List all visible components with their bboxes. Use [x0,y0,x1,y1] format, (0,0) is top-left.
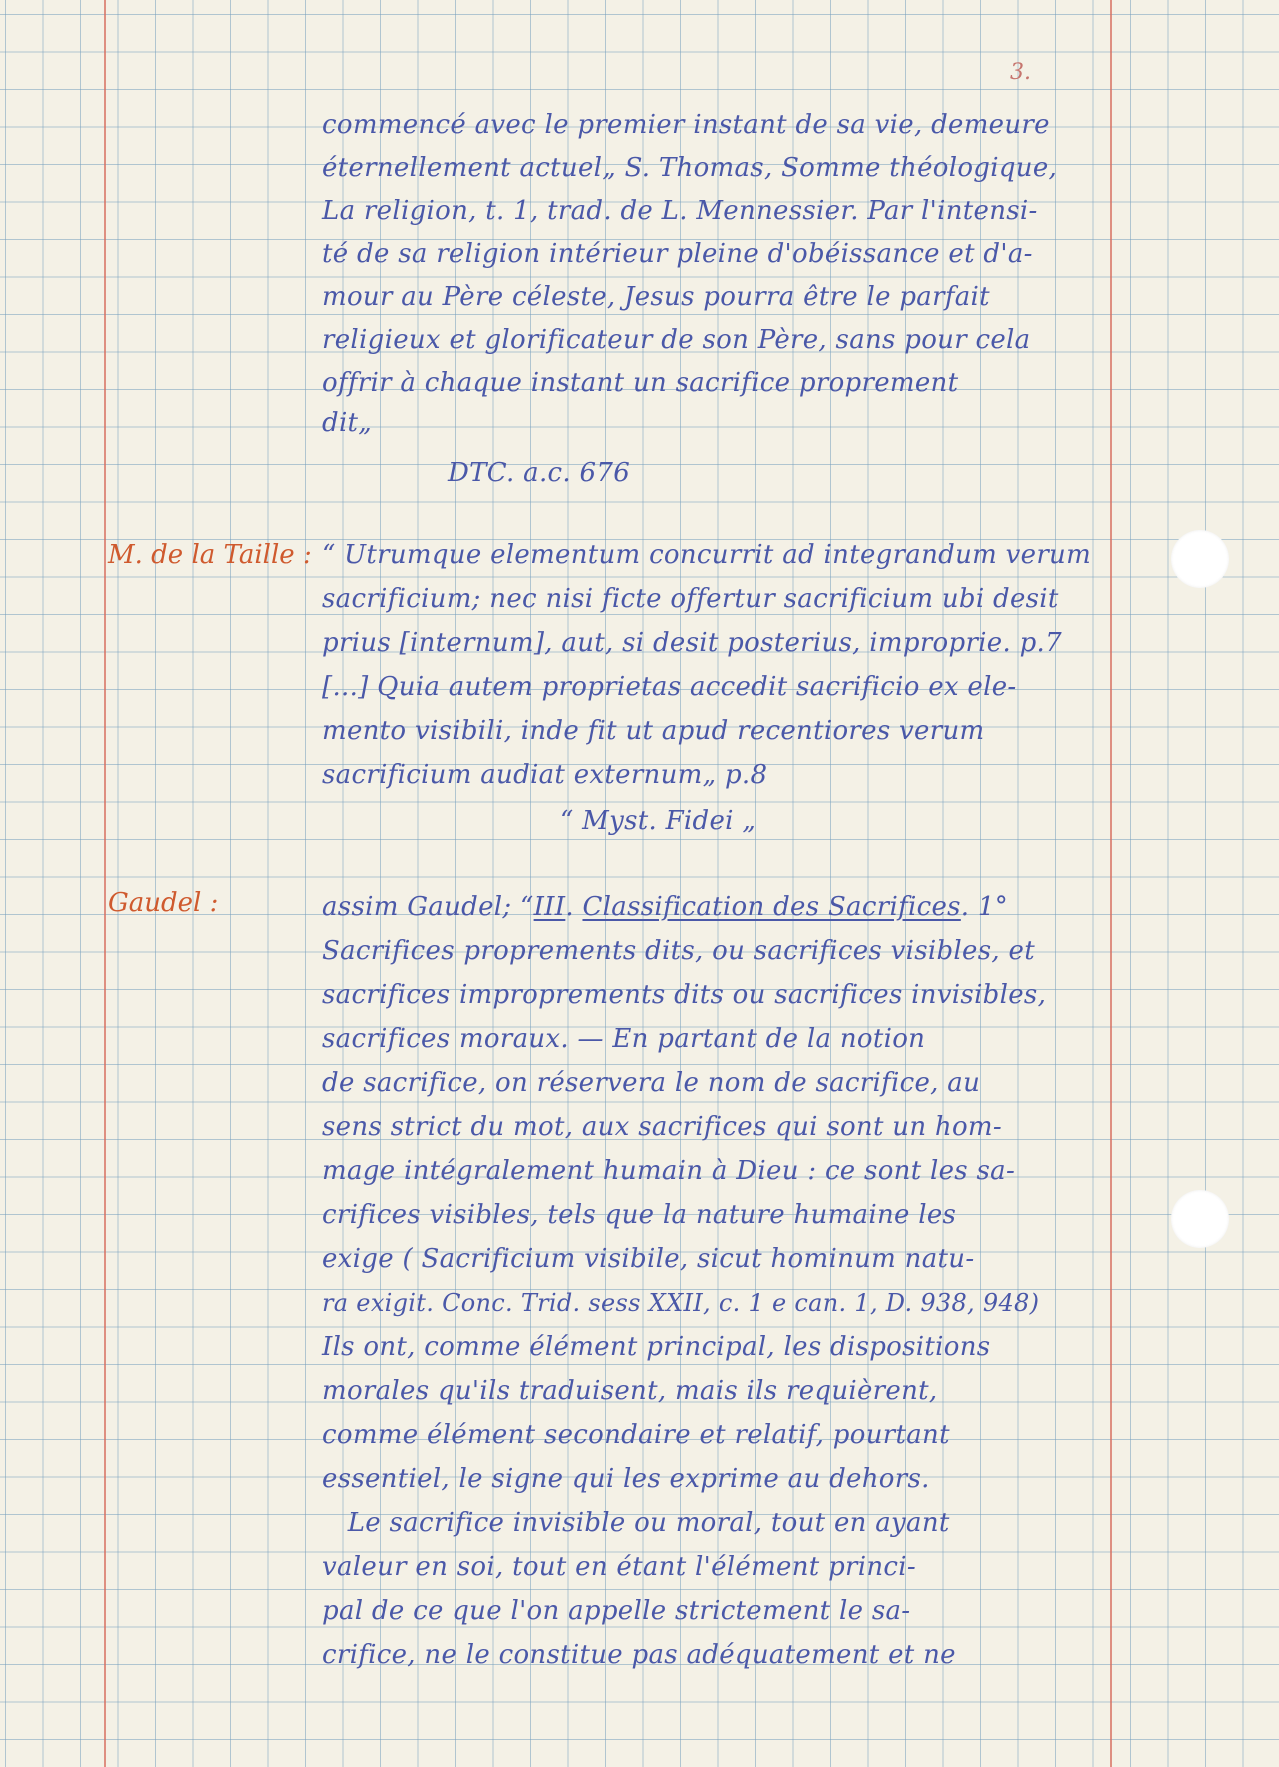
text-line: essentiel, le signe qui les exprime au dehors. [322,1464,930,1494]
text-line: offrir à chaque instant un sacrifice proprement [322,368,959,398]
text-line: “ Utrumque elementum concurrit ad integrandum verum [322,540,1092,570]
text-line: Ils ont, comme élément principal, les dispositions [322,1332,991,1362]
text-line: dit„ [322,408,373,438]
text-line: mento visibili, inde fit ut apud recentiores verum [322,716,985,746]
punch-hole [1171,530,1229,588]
text-line: religieux et glorificateur de son Père, sans pour cela [322,325,1031,355]
text-line: sacrificium; nec nisi ficte offertur sacrificium ubi desit [322,584,1059,614]
text-line: mour au Père céleste, Jesus pourra être le parfait [322,282,990,312]
text-line: [...] Quia autem proprietas accedit sacrificio ex ele- [322,672,1017,702]
text-line: Le sacrifice invisible ou moral, tout en ayant [322,1508,950,1538]
text-line: valeur en soi, tout en étant l'élément princi- [322,1552,916,1582]
left-margin-line [104,0,106,1767]
text-line: crifice, ne le constitue pas adéquatement et ne [322,1640,956,1670]
text-line: sacrifices improprements dits ou sacrifices invisibles, [322,980,1047,1010]
text-line: éternellement actuel„ S. Thomas, Somme théologique, [322,153,1058,183]
right-margin-line [1110,0,1112,1767]
citation: “ Myst. Fidei „ [560,806,757,836]
text-line: commencé avec le premier instant de sa vie, demeure [322,110,1050,140]
margin-author-label: M. de la Taille : [108,540,312,570]
text-line: prius [internum], aut, si desit posterius, improprie. p.7 [322,628,1062,658]
roman-numeral: III [533,892,566,922]
text-line: sens strict du mot, aux sacrifices qui sont un hom- [322,1112,1002,1142]
text-line: morales qu'ils traduisent, mais ils requièrent, [322,1376,938,1406]
margin-author-label: Gaudel : [108,888,219,918]
section-heading: Classification des Sacrifices [582,892,961,922]
text-line: pal de ce que l'on appelle strictement le sa- [322,1596,911,1626]
page-number: 3. [1010,60,1031,85]
text-line: exige ( Sacrificium visibile, sicut hominum natu- [322,1244,975,1274]
text-line: La religion, t. 1, trad. de L. Mennessier. Par l'intensi- [322,196,1038,226]
text-line: mage intégralement humain à Dieu : ce sont les sa- [322,1156,1016,1186]
citation: DTC. a.c. 676 [448,458,631,488]
text-line: té de sa religion intérieur pleine d'obéissance et d'a- [322,239,1033,269]
text-line: crifices visibles, tels que la nature humaine les [322,1200,957,1230]
text-line: de sacrifice, on réservera le nom de sacrifice, au [322,1068,981,1098]
text-line: Sacrifices proprements dits, ou sacrifices visibles, et [322,936,1035,966]
text-line: comme élément secondaire et relatif, pourtant [322,1420,950,1450]
text-line: sacrifices moraux. — En partant de la notion [322,1024,926,1054]
punch-hole [1171,1190,1229,1248]
text-line: sacrificium audiat externum„ p.8 [322,760,768,790]
text-line: assim Gaudel; “III. Classification des Sacrifices. 1° [322,892,1009,922]
text-line: ra exigit. Conc. Trid. sess XXII, c. 1 e can. 1, D. 938, 948) [322,1289,1040,1317]
